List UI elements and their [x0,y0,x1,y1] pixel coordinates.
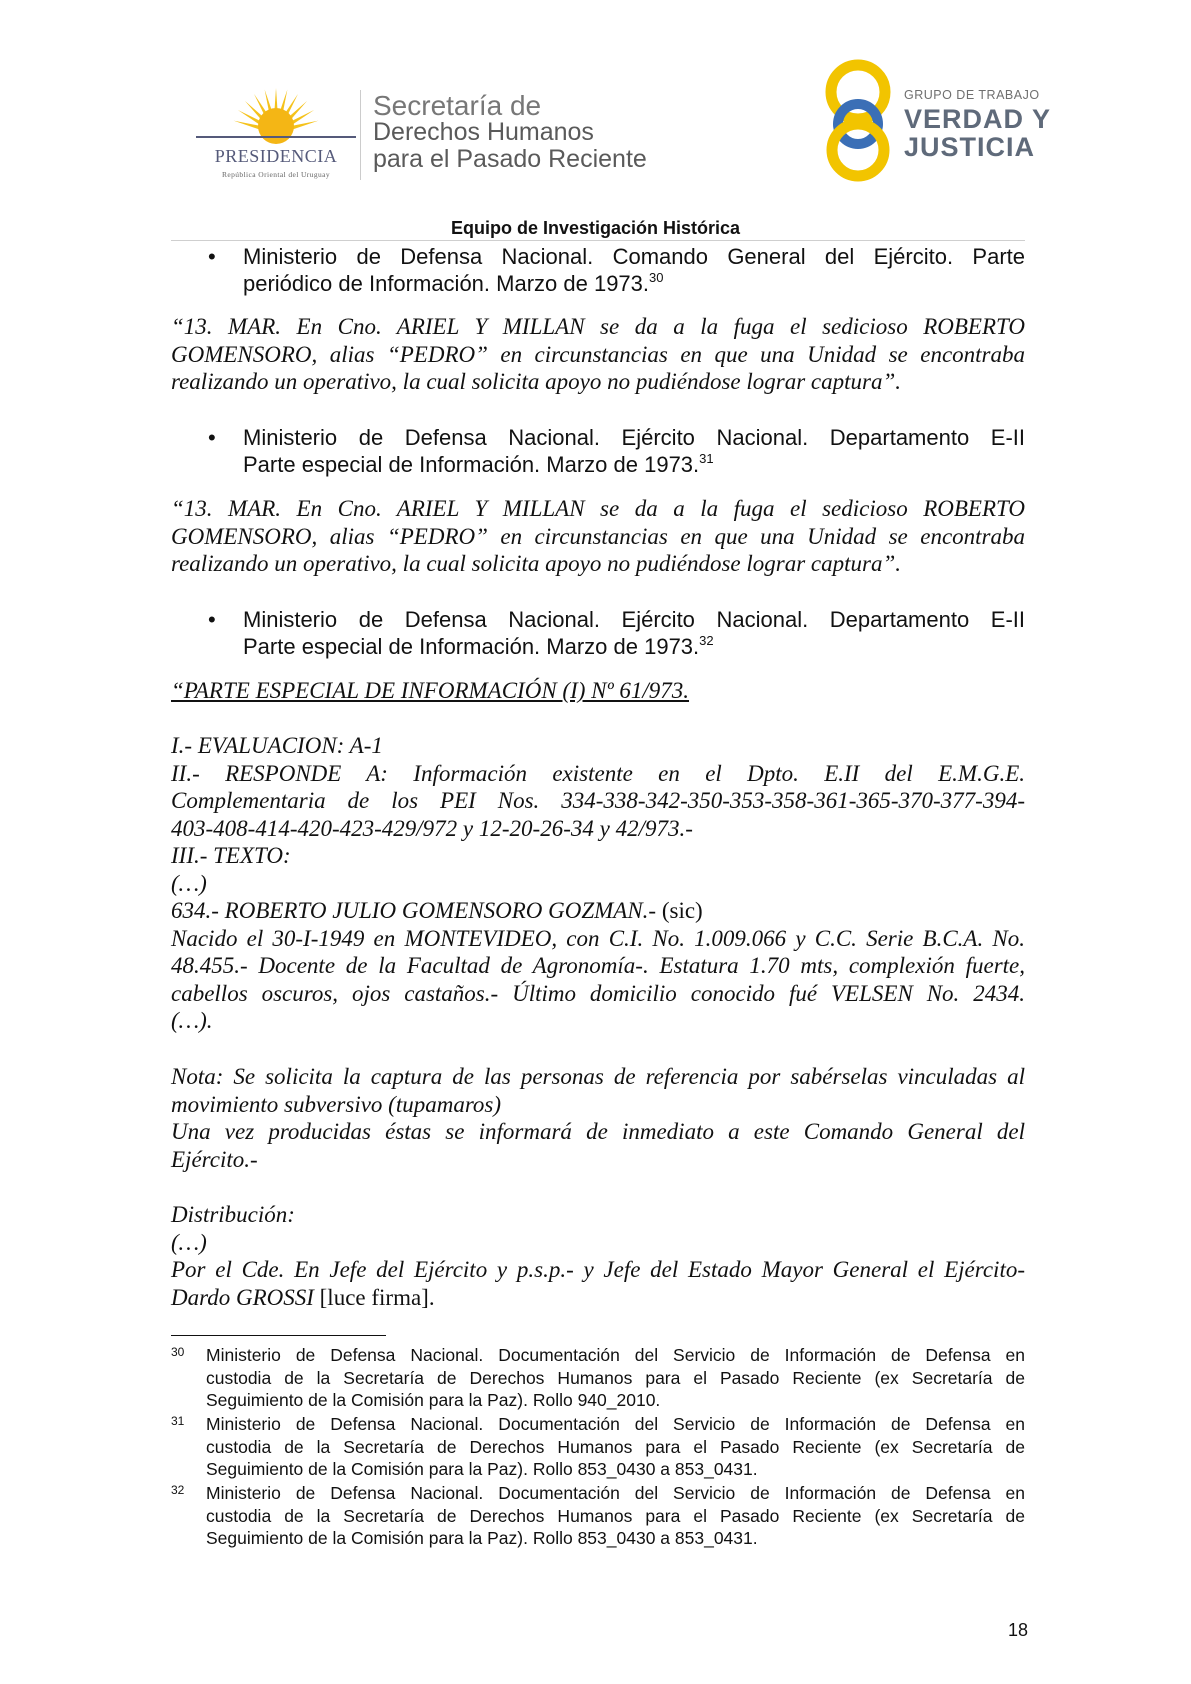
verdad-justicia-logo [820,56,1060,186]
bullet-line: Ministerio de Defensa Nacional. Ejército Nacional. Departamento E-II [243,425,1025,450]
footnote-line: Seguimiento de la Comisión para la Paz). Rollo 853_0430 a 853_0431. [206,1528,758,1548]
header-rule [171,240,1025,241]
vj-title-line-1: VERDAD Y [904,104,1052,134]
parte-line: III.- TEXTO: [171,843,291,868]
nota-line: Una vez producidas éstas se informará de inmediato a este Comando General del [171,1119,1025,1144]
distribucion-block [171,1201,1025,1311]
secretaria-line-3: para el Pasado Reciente [373,145,647,173]
parte-line: cabellos oscuros, ojos castaños.- Último domicilio conocido fué VELSEN No. 2434. [171,980,1025,1006]
quote-block [171,495,1025,578]
bullet-line: Ministerio de Defensa Nacional. Ejército Nacional. Departamento E-II [243,607,1025,632]
parte-line: 634.- ROBERTO JULIO GOMENSORO GOZMAN.- [171,898,657,923]
nota-line: Ejército.- [171,1146,258,1172]
quote-line: “13. MAR. En Cno. ARIEL Y MILLAN se da a la fuga el sedicioso ROBERTO [171,314,1025,339]
parte-line: (…). [171,1008,213,1033]
secretaria-line-2: Derechos Humanos [373,118,594,146]
footnote-line: custodia de la Secretaría de Derechos Humanos para el Pasado Reciente (ex Secretaría de [206,1367,1025,1388]
sun-emblem-icon [196,84,356,154]
parte-line: 48.455.- Docente de la Facultad de Agronomía-. Estatura 1.70 mts, complexión fuerte, [171,953,1025,978]
footnote-number: 30 [171,1345,185,1359]
quote-line: GOMENSORO, alias “PEDRO” en circunstancias en que una Unidad se encontraba [171,341,1025,367]
quote-line: realizando un operativo, la cual solicita apoyo no pudiéndose lograr captura”. [171,369,901,394]
header-divider [360,90,361,180]
footnote [171,1344,1025,1412]
sic-note: (sic) [656,898,703,923]
footnote-number: 32 [171,1483,185,1497]
footnote-line: Seguimiento de la Comisión para la Paz). Rollo 940_2010. [206,1390,661,1410]
footnote-line: custodia de la Secretaría de Derechos Humanos para el Pasado Reciente (ex Secretaría de [206,1436,1025,1457]
footnote-line: custodia de la Secretaría de Derechos Humanos para el Pasado Reciente (ex Secretaría de [206,1505,1025,1526]
footnote-line: Seguimiento de la Comisión para la Paz). Rollo 853_0430 a 853_0431. [206,1459,758,1479]
nota-line: movimiento subversivo (tupamaros) [171,1091,502,1117]
presidencia-subtitle: República Oriental del Uruguay [221,170,330,179]
bullet-dot-icon: • [208,607,216,632]
parte-line: II.- RESPONDE A: Información existente en el Dpto. E.II del E.M.G.E. [171,760,1025,786]
footnote-ref: 30 [649,270,664,285]
signature-note: [luce firma]. [313,1284,435,1310]
footnote-line: Ministerio de Defensa Nacional. Documentación del Servicio de Información de Defensa en [206,1483,1025,1503]
presidencia-logo [196,84,356,184]
bullet-line: periódico de Información. Marzo de 1973. [243,271,650,296]
bullet-item [171,243,1025,297]
secretaria-line-1: Secretaría de [373,90,542,121]
footnote-line: Ministerio de Defensa Nacional. Documentación del Servicio de Información de Defensa en [206,1345,1025,1365]
bullet-item [171,606,1025,660]
secretaria-logo-text [373,92,647,173]
quote-line: GOMENSORO, alias “PEDRO” en circunstancias en que una Unidad se encontraba [171,523,1025,549]
bullet-line: Parte especial de Información. Marzo de 1973. [243,452,700,477]
footnote-line: Ministerio de Defensa Nacional. Documentación del Servicio de Información de Defensa en [206,1414,1025,1434]
bullet-item [171,424,1025,478]
bullet-dot-icon: • [208,425,216,450]
footnote-separator [171,1335,386,1336]
page-number: 18 [1007,1620,1028,1640]
parte-line: Complementaria de los PEI Nos. 334-338-342-350-353-358-361-365-370-377-394- [171,788,1025,813]
distribucion-line: (…) [171,1229,207,1255]
parte-title [171,677,1025,705]
bullet-line: Ministerio de Defensa Nacional. Comando General del Ejército. Parte [243,244,1025,269]
quote-block [171,313,1025,396]
presidencia-name: PRESIDENCIA [214,146,338,166]
parte-body [171,732,1025,1035]
footnote [171,1413,1025,1481]
header-title: Equipo de Investigación Histórica [450,218,741,238]
parte-title-text: “PARTE ESPECIAL DE INFORMACIÓN (I) Nº 61/973. [171,678,690,703]
quote-line: realizando un operativo, la cual solicita apoyo no pudiéndose lograr captura”. [171,551,901,576]
parte-line: 403-408-414-420-423-429/972 y 12-20-26-34 y 42/973.- [171,815,693,841]
parte-line: (…) [171,870,207,896]
nota-line: Nota: Se solicita la captura de las personas de referencia por sabérselas vinculadas al [171,1064,1025,1089]
bullet-line: Parte especial de Información. Marzo de 1973. [243,634,700,659]
nota-block [171,1063,1025,1173]
interlocking-rings-icon [820,58,896,182]
footnote-number: 31 [171,1414,185,1428]
parte-line: I.- EVALUACION: A-1 [171,733,383,758]
footnote [171,1482,1025,1550]
vj-small-title: GRUPO DE TRABAJO [904,88,1040,102]
distribucion-line: Por el Cde. En Jefe del Ejército y p.s.p.- y Jefe del Estado Mayor General el Ejército- [171,1257,1025,1282]
quote-line: “13. MAR. En Cno. ARIEL Y MILLAN se da a la fuga el sedicioso ROBERTO [171,496,1025,521]
vj-title-line-2: JUSTICIA [904,132,1036,162]
parte-line: Nacido el 30-I-1949 en MONTEVIDEO, con C.I. No. 1.009.066 y C.C. Serie B.C.A. No. [171,925,1025,951]
signatory-name: Dardo GROSSI [171,1284,314,1310]
footnote-ref: 32 [699,633,714,648]
distribucion-line: Distribución: [171,1202,295,1227]
bullet-dot-icon: • [208,244,216,269]
footnote-ref: 31 [699,451,714,466]
